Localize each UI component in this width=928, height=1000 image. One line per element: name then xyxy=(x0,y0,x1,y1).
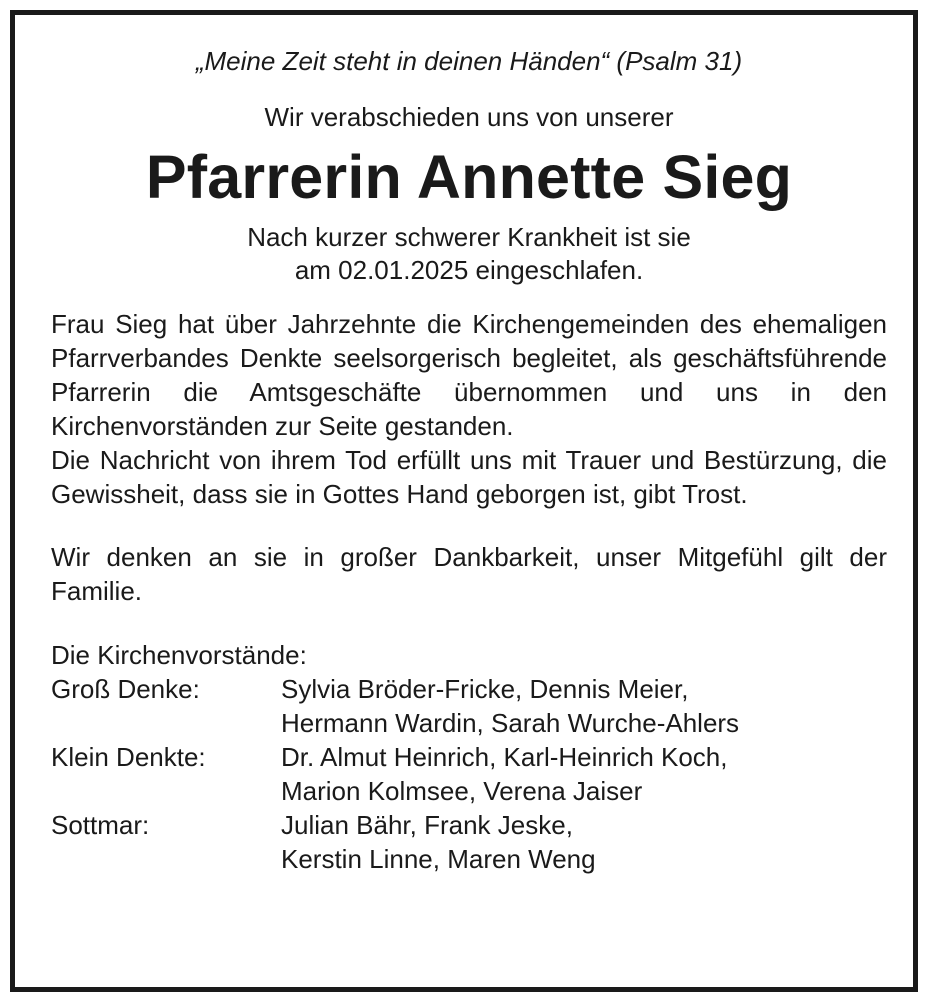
signer-names-line: Kerstin Linne, Maren Weng xyxy=(281,844,596,874)
signer-place: Klein Denkte: xyxy=(51,742,206,772)
signer-names xyxy=(281,740,887,808)
signer-names xyxy=(281,672,887,740)
signer-names-line: Sylvia Bröder-Fricke, Dennis Meier, xyxy=(281,674,689,704)
death-announcement xyxy=(51,221,887,287)
condolence-paragraph: Die Nachricht von ihrem Tod erfüllt uns mit Trauer und Bestürzung, die Gewissheit, dass sie in Gottes Hand geborgen ist, gibt Trost. xyxy=(51,445,887,509)
notice-frame xyxy=(10,10,918,992)
signer-names-line: Marion Kolmsee, Verena Jaiser xyxy=(281,776,643,806)
signer-place: Sottmar: xyxy=(51,810,150,840)
signer-group xyxy=(51,740,887,808)
signer-names-line: Dr. Almut Heinrich, Karl-Heinrich Koch, xyxy=(281,742,728,772)
signers-heading: Die Kirchenvorstände: xyxy=(51,640,307,670)
signers-block xyxy=(51,638,887,876)
psalm-quote: „Meine Zeit steht in deinen Händen“ (Psalm 31) xyxy=(195,46,743,76)
notice-content xyxy=(51,45,887,876)
signer-names xyxy=(281,808,887,876)
tribute-paragraph: Frau Sieg hat über Jahrzehnte die Kirchengemeinden des ehemaligen Pfarrverbandes Denkte seelsorgerisch begleitet, als geschäftsführende Pfarrerin die Amtsgeschäfte übernommen und uns in den Kirchenvorständen zur Seite gestanden. xyxy=(51,309,887,441)
intro-line: Wir verabschieden uns von unserer xyxy=(264,102,674,132)
gratitude-paragraph: Wir denken an sie in großer Dankbarkeit, unser Mitgefühl gilt der Familie. xyxy=(51,542,887,606)
signer-group xyxy=(51,808,887,876)
signer-group xyxy=(51,672,887,740)
death-line-1: Nach kurzer schwerer Krankheit ist sie xyxy=(247,222,691,252)
signer-place: Groß Denke: xyxy=(51,674,200,704)
death-line-2: am 02.01.2025 eingeschlafen. xyxy=(294,255,644,285)
deceased-name: Pfarrerin Annette Sieg xyxy=(145,143,793,211)
signer-names-line: Hermann Wardin, Sarah Wurche-Ahlers xyxy=(281,708,740,738)
signer-names-line: Julian Bähr, Frank Jeske, xyxy=(281,810,573,840)
